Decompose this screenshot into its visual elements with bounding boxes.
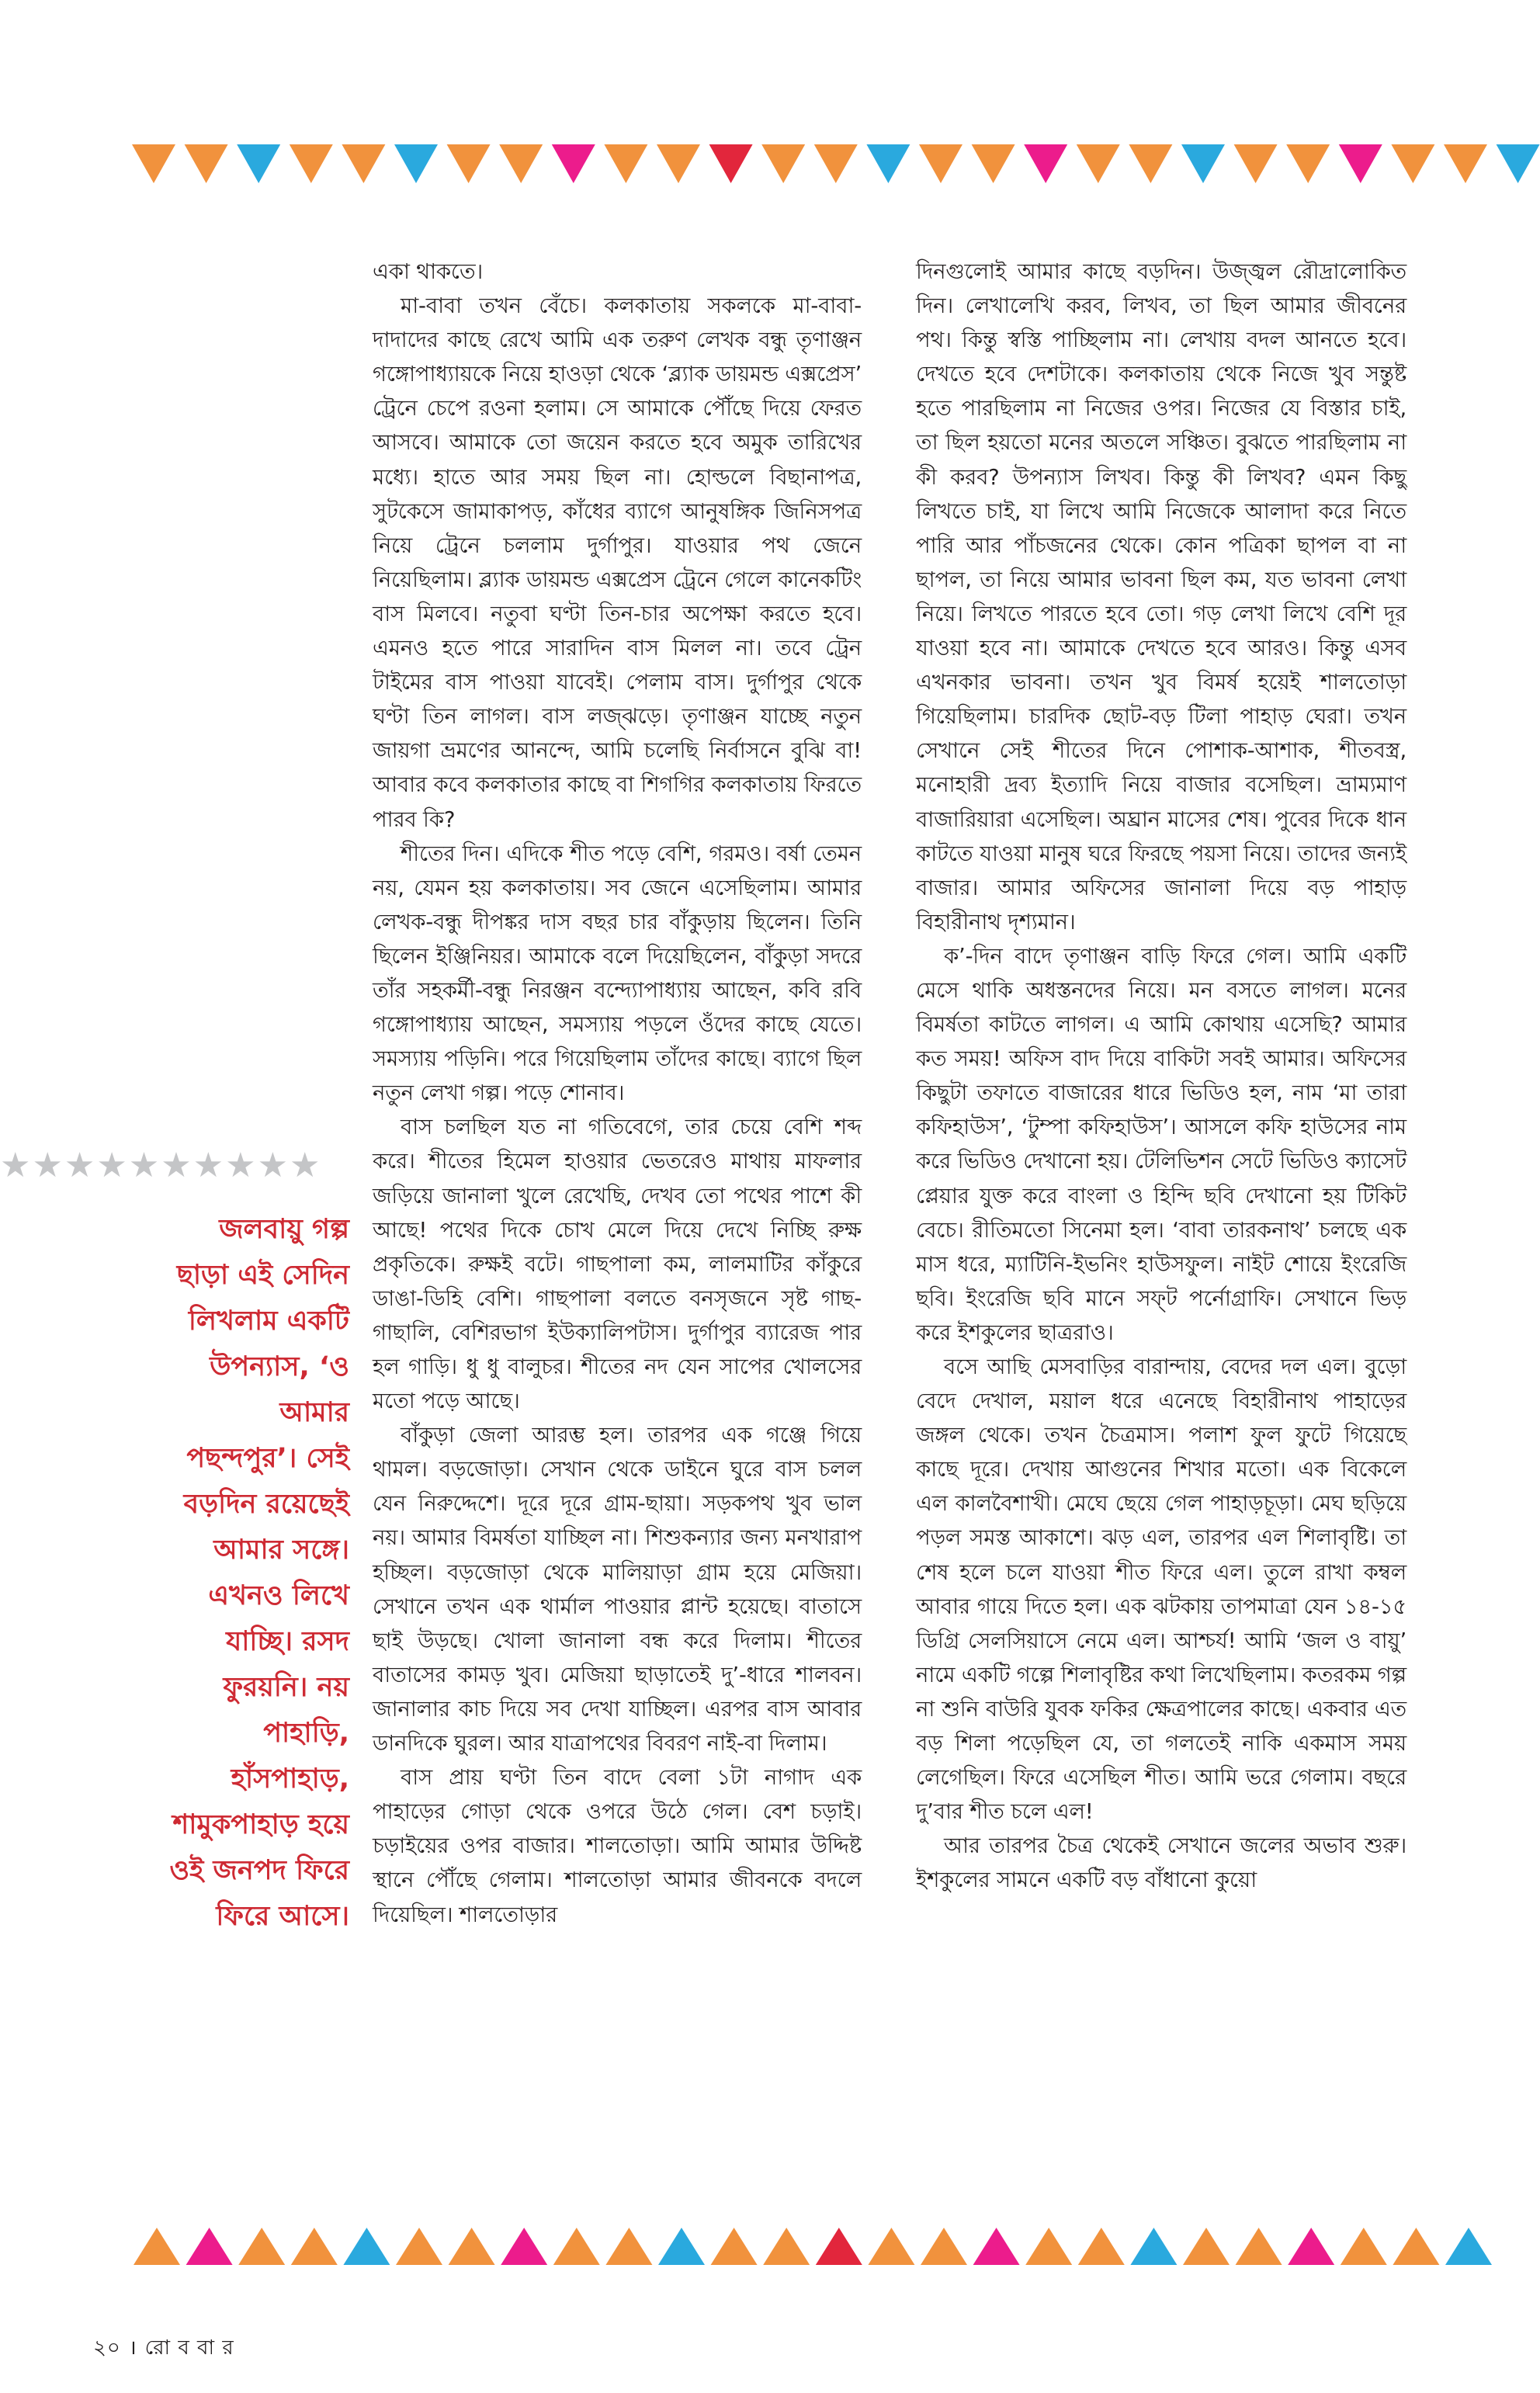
bottom-triangle [1341,2228,1387,2265]
top-triangle [1444,144,1487,183]
article-column-middle [373,255,862,1932]
top-triangle [972,144,1015,183]
top-triangle [394,144,438,183]
top-triangle [1129,144,1172,183]
bottom-triangle [711,2228,758,2265]
top-triangle [1391,144,1434,183]
bottom-triangle [134,2228,180,2265]
bottom-triangle [868,2228,914,2265]
top-triangle [1339,144,1382,183]
page-number: ২০ [93,2336,121,2360]
bottom-triangle [605,2228,652,2265]
bottom-triangle [1393,2228,1439,2265]
top-triangle [447,144,491,183]
top-triangle [866,144,910,183]
top-triangle-border [0,0,1540,202]
bottom-triangle [763,2228,810,2265]
magazine-name: রো ব বা র [144,2336,234,2360]
footer-separator: । [128,2336,137,2360]
paragraph: একা থাকতে। [373,259,484,284]
bottom-triangle [1078,2228,1125,2265]
article-column-right [916,255,1406,1898]
paragraph: মা-বাবা তখন বেঁচে। কলকাতায় সকলকে মা-বাবা-দাদাদের কাছে রেখে আমি এক তরুণ লেখক বন্ধু তৃণাঞ্জন গঙ্গোপাধ্যায়কে নিয়ে হাওড়া থেকে ‘ব্ল্যাক ডায়মন্ড এক্সপ্রেস’ ট্রেনে চেপে রওনা হলাম। সে আমাকে পৌঁছে দিয়ে ফেরত আসবে। আমাকে তো জয়েন করতে হবে অমুক তারিখের মধ্যে। হাতে আর সময় ছিল না। হোল্ডলে বিছানাপত্র, সুটকেসে জামাকাপড়, কাঁধের ব্যাগে আনুষঙ্গিক জিনিসপত্র নিয়ে ট্রেনে চললাম দুর্গাপুর। যাওয়ার পথ জেনে নিয়েছিলাম। ব্ল্যাক ডায়মন্ড এক্সপ্রেস ট্রেনে গেলে কানেকটিং বাস মিলবে। নতুবা ঘণ্টা তিন-চার অপেক্ষা করতে হবে। এমনও হতে পারে সারাদিন বাস মিলল না। তবে ট্রেন টাইমের বাস পাওয়া যাবেই। পেলাম বাস। দুর্গাপুর থেকে ঘণ্টা তিন লাগল। বাস লজ্‌ঝড়ে। তৃণাঞ্জন যাচ্ছে নতুন জায়গা ভ্রমণের আনন্দে, আমি চলেছি নির্বাসনে বুঝি বা! আবার কবে কলকাতার কাছে বা শিগগির কলকাতায় ফিরতে পারব কি? [373,293,862,832]
bottom-triangle [816,2228,862,2265]
bottom-triangle [921,2228,967,2265]
top-triangle [1077,144,1120,183]
bottom-triangle [1025,2228,1072,2265]
bottom-triangle [973,2228,1020,2265]
star-divider: ★★★★★★★★★★ [0,1146,322,1185]
bottom-triangle [396,2228,442,2265]
paragraph: বসে আছি মেসবাড়ির বারান্দায়, বেদের দল এল। বুড়ো বেদে দেখাল, ময়াল ধরে এনেছে বিহারীনাথ পাহাড়ের জঙ্গল থেকে। তখন চৈত্রমাস। পলাশ ফুল ফুটে গিয়েছে কাছে দূরে। দেখায় আগুনের শিখার মতো। এক বিকেলে এল কালবৈশাখী। মেঘে ছেয়ে গেল পাহাড়চূড়া। মেঘ ছড়িয়ে পড়ল সমস্ত আকাশে। ঝড় এল, তারপর এল শিলাবৃষ্টি। তা শেষ হলে চলে যাওয়া শীত ফিরে এল। তুলে রাখা কম্বল আবার গায়ে দিতে হল। এক ঝটকায় তাপমাত্রা যেন ১৪-১৫ ডিগ্রি সেলসিয়াসে নেমে এল। আশ্চর্য! আমি ‘জল ও বায়ু’ নামে একটি গল্পে শিলাবৃষ্টির কথা লিখেছিলাম। কতরকম গল্প না শুনি বাউরি যুবক ফকির ক্ষেত্রপালের কাছে। একবার এত বড় শিলা পড়েছিল যে, তা গলতেই নাকি একমাস সময় লেগেছিল। ফিরে এসেছিল শীত। আমি ভরে গেলাম। বছরে দু’বার শীত চলে এল! [916,1354,1406,1825]
bottom-triangle [1183,2228,1230,2265]
paragraph: ক’-দিন বাদে তৃণাঞ্জন বাড়ি ফিরে গেল। আমি একটি মেসে থাকি অধস্তনদের নিয়ে। মন বসতে লাগল। মনের বিমর্ষতা কাটতে লাগল। এ আমি কোথায় এসেছি? আমার কত সময়! অফিস বাদ দিয়ে বাকিটা সবই আমার। অফিসের কিছুটা তফাতে বাজারের ধারে ভিডিও হল, নাম ‘মা তারা কফিহাউস’, ‘টুম্পা কফিহাউস’। আসলে কফি হাউসের নাম করে ভিডিও দেখানো হয়। টেলিভিশন সেটে ভিডিও ক্যাসেট প্লেয়ার যুক্ত করে বাংলা ও হিন্দি ছবি দেখানো হয় টিকিট বেচে। রীতিমতো সিনেমা হল। ‘বাবা তারকনাথ’ চলছে এক মাস ধরে, ম্যাটিনি-ইভনিং হাউসফুল। নাইট শোয়ে ইংরেজি ছবি। ইংরেজি ছবি মানে সফ্‌ট পর্নোগ্রাফি। সেখানে ভিড় করে ইশকুলের ছাত্ররাও। [916,943,1406,1345]
paragraph: বাঁকুড়া জেলা আরম্ভ হল। তারপর এক গঞ্জে গিয়ে থামল। বড়জোড়া। সেখান থেকে ডাইনে ঘুরে বাস চলল যেন নিরুদ্দেশে। দূরে দূরে গ্রাম-ছায়া। সড়কপথ খুব ভাল নয়। আমার বিমর্ষতা যাচ্ছিল না। শিশুকন্যার জন্য মনখারাপ হচ্ছিল। বড়জোড়া থেকে মালিয়াড়া গ্রাম হয়ে মেজিয়া। সেখানে তখন এক থার্মাল পাওয়ার প্লান্ট হয়েছে। বাতাসে ছাই উড়ছে। খোলা জানালা বন্ধ করে দিলাম। শীতের বাতাসের কামড় খুব। মেজিয়া ছাড়াতেই দু’-ধারে শালবন। জানালার কাচ দিয়ে সব দেখা যাচ্ছিল। এরপর বাস আবার ডানদিকে ঘুরল। আর যাত্রাপথের বিবরণ নাই-বা দিলাম। [373,1423,862,1757]
top-triangle [237,144,280,183]
top-triangle [499,144,543,183]
bottom-triangle [553,2228,600,2265]
pull-quote: জলবায়ু গল্প ছাড়া এই সেদিন লিখলাম একটি উপন্যাস, ‘ও আমার পছন্দপুর’। সেই বড়দিন রয়েছেই আমার সঙ্গে। এখনও লিখে যাচ্ছি। রসদ ফুরয়নি। নয় পাহাড়ি, হাঁসপাহাড়, শামুকপাহাড় হয়ে ওই জনপদ ফিরে ফিরে আসে। [169,1214,349,1932]
bottom-triangle [658,2228,705,2265]
page-footer [93,2332,234,2366]
top-triangle [290,144,333,183]
top-triangle [552,144,595,183]
top-triangle [1234,144,1278,183]
paragraph: বাস চলছিল যত না গতিবেগে, তার চেয়ে বেশি শব্দ করে। শীতের হিমেল হাওয়ার ভেতরেও মাথায় মাফলার জড়িয়ে জানালা খুলে রেখেছি, দেখব তো পথের পাশে কী আছে! পথের দিকে চোখ মেলে দিয়ে দেখে নিচ্ছি রুক্ষ প্রকৃতিকে। রুক্ষই বটে। গাছপালা কম, লালমাটির কাঁকুরে ডাঙা-ডিহি বেশি। গাছপালা বলতে বনসৃজনে সৃষ্ট গাছ-গাছালি, বেশিরভাগ ইউক্যালিপটাস। দুর্গাপুর ব্যারেজ পার হল গাড়ি। ধু ধু বালুচর। শীতের নদ যেন সাপের খোলসের মতো পড়ে আছে। [373,1115,862,1414]
bottom-triangle [1130,2228,1177,2265]
paragraph: বাস প্রায় ঘণ্টা তিন বাদে বেলা ১টা নাগাদ এক পাহাড়ের গোড়া থেকে ওপরে উঠে গেল। বেশ চড়াই। চড়াইয়ের ওপর বাজার। শালতোড়া। আমি আমার উদ্দিষ্ট স্থানে পৌঁছে গেলাম। শালতোড়া আমার জীবনকে বদলে দিয়েছিল। শালতোড়ার [373,1765,862,1927]
paragraph: আর তারপর চৈত্র থেকেই সেখানে জলের অভাব শুরু। ইশকুলের সামনে একটি বড় বাঁধানো কুয়ো [916,1833,1406,1893]
bottom-triangle [1445,2228,1492,2265]
paragraph: দিনগুলোই আমার কাছে বড়দিন। উজ্জ্বল রৌদ্রালোকিত দিন। লেখালেখি করব, লিখব, তা ছিল আমার জীবনের পথ। কিন্তু স্বস্তি পাচ্ছিলাম না। লেখায় বদল আনতে হবে। দেখতে হবে দেশটাকে। কলকাতায় থেকে নিজে খুব সন্তুষ্ট হতে পারছিলাম না নিজের ওপর। নিজের যে বিস্তার চাই, তা ছিল হয়তো মনের অতলে সঞ্চিত। বুঝতে পারছিলাম না কী করব? উপন্যাস লিখব। কিন্তু কী লিখব? এমন কিছু লিখতে চাই, যা লিখে আমি নিজেকে আলাদা করে নিতে পারি আর পাঁচজনের থেকে। কোন পত্রিকা ছাপল বা না ছাপল, তা নিয়ে আমার ভাবনা ছিল কম, যত ভাবনা লেখা নিয়ে। লিখতে পারতে হবে তো। গড় লেখা লিখে বেশি দূর যাওয়া হবে না। আমাকে দেখতে হবে আরও। কিন্তু এসব এখনকার ভাবনা। তখন খুব বিমর্ষ হয়েই শালতোড়া গিয়েছিলাম। চারদিক ছোট-বড় টিলা পাহাড় ঘেরা। তখন সেখানে সেই শীতের দিনে পোশাক-আশাক, শীতবস্ত্র, মনোহারী দ্রব্য ইত্যাদি নিয়ে বাজার বসেছিল। ভ্রাম্যমাণ বাজারিয়ারা এসেছিল। অঘ্রান মাসের শেষ। পুবের দিকে ধান কাটতে যাওয়া মানুষ ঘরে ফিরছে পয়সা নিয়ে। তাদের জন্যই বাজার। আমার অফিসের জানালা দিয়ে বড় পাহাড় বিহারীনাথ দৃশ্যমান। [916,259,1406,935]
top-triangle [1286,144,1330,183]
top-triangle [761,144,805,183]
top-triangle [919,144,962,183]
bottom-triangle [186,2228,233,2265]
bottom-triangle [1236,2228,1282,2265]
bottom-triangle [449,2228,495,2265]
top-triangle [1024,144,1067,183]
bottom-triangle [291,2228,338,2265]
top-triangle [1497,144,1540,183]
top-triangle [342,144,385,183]
bottom-triangle [238,2228,285,2265]
top-triangle [132,144,175,183]
top-triangle [1181,144,1225,183]
bottom-triangle [343,2228,390,2265]
top-triangle [604,144,647,183]
top-triangle [814,144,858,183]
paragraph: শীতের দিন। এদিকে শীত পড়ে বেশি, গরমও। বর্ষা তেমন নয়, যেমন হয় কলকাতায়। সব জেনে এসেছিলাম। আমার লেখক-বন্ধু দীপঙ্কর দাস বছর চার বাঁকুড়ায় ছিলেন। তিনি ছিলেন ইঞ্জিনিয়র। আমাকে বলে দিয়েছিলেন, বাঁকুড়া সদরে তাঁর সহকর্মী-বন্ধু নিরঞ্জন বন্দ্যোপাধ্যায় আছেন, কবি রবি গঙ্গোপাধ্যায় আছেন, সমস্যায় পড়লে ওঁদের কাছে যেতে। সমস্যায় পড়িনি। পরে গিয়েছিলাম তাঁদের কাছে। ব্যাগে ছিল নতুন লেখা গল্প। পড়ে শোনাব। [373,841,862,1106]
top-triangle [185,144,228,183]
bottom-triangle [1288,2228,1334,2265]
bottom-triangle [501,2228,547,2265]
top-triangle [709,144,753,183]
top-triangle [657,144,700,183]
